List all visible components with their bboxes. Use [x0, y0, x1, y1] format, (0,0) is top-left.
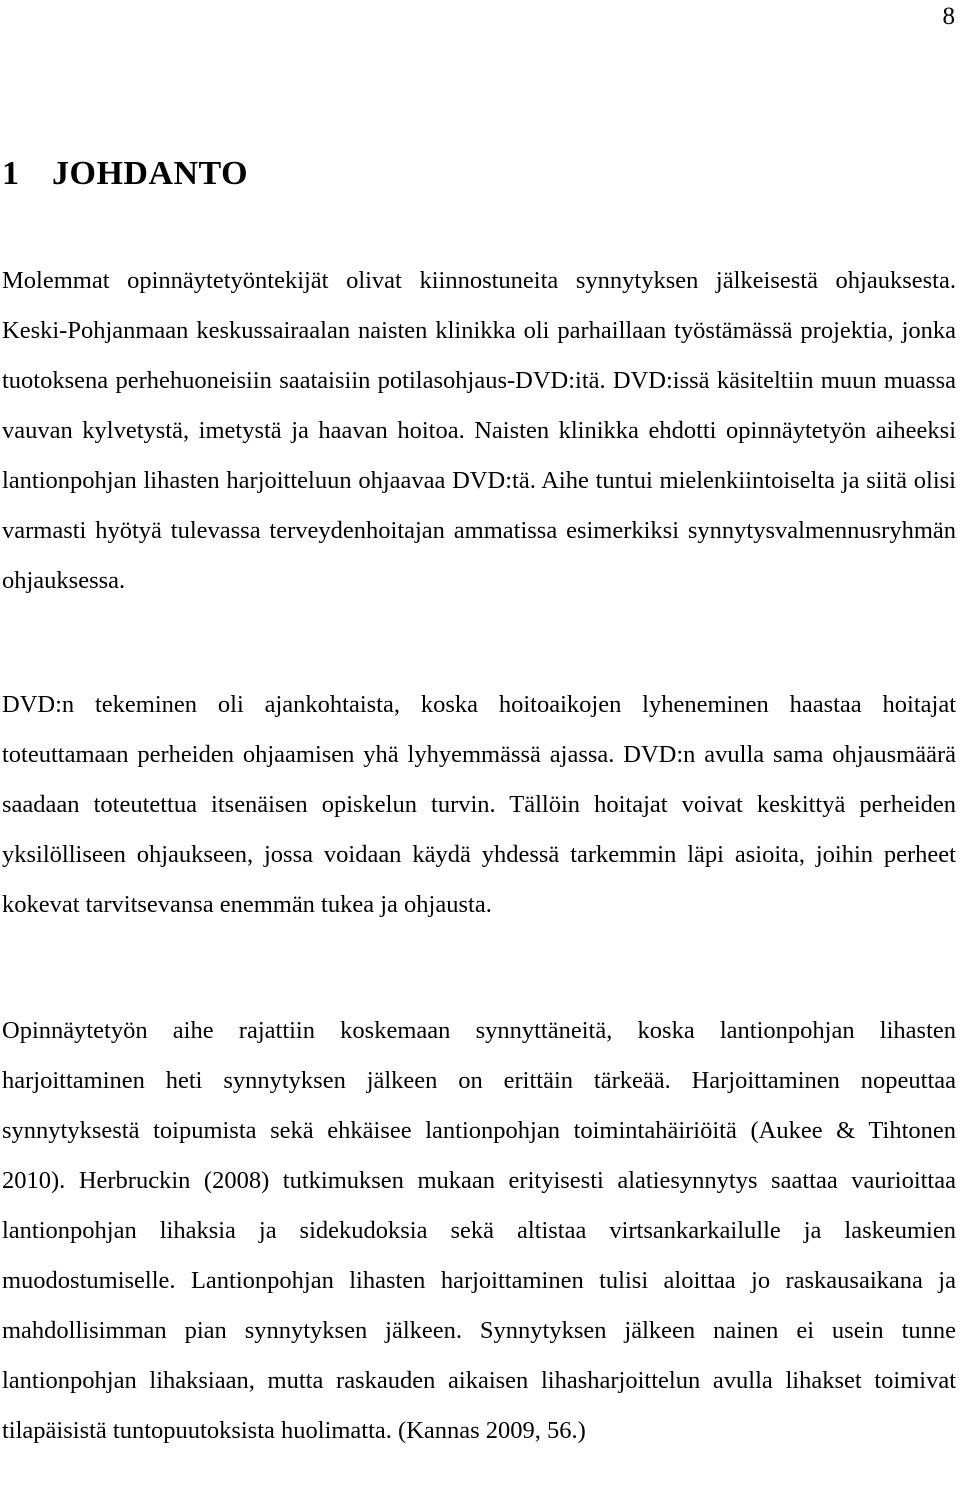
paragraph-topic-scope: Opinnäytetyön aihe rajattiin koskemaan synnyttäneitä, koska lantionpohjan lihasten harjoittaminen heti synnytyksen jälkeen on erittäin tärkeää. Harjoittaminen nopeuttaa synnytyksestä toipumista sekä ehkäisee lantionpohjan toimintahäiriöitä (Aukee & Tihtonen 2010). Herbruckin (2008) tutkimuksen mukaan erityisesti alatiesynnytys saattaa vaurioittaa lantionpohjan lihaksia ja sidekudoksia sekä altistaa virtsankarkailulle ja laskeumien muodostumiselle. Lantionpohjan lihasten harjoittaminen tulisi aloittaa jo raskausaikana ja mahdollisimman pian synnytyksen jälkeen. Synnytyksen jälkeen nainen ei usein tunne lantionpohjan lihaksiaan, mutta raskauden aikaisen lihasharjoittelun avulla lihakset toimivat tilapäisistä tuntopuutoksista huolimatta. (Kannas 2009, 56.) — [2, 1017, 956, 1444]
chapter-title: JOHDANTO — [52, 155, 249, 192]
paragraph-intro: Molemmat opinnäytetyöntekijät olivat kiinnostuneita synnytyksen jälkeisestä ohjauksesta. Keski-Pohjanmaan keskussairaalan naisten klinikka oli parhaillaan työstämässä projektia, jonka tuotoksena perhehuoneisiin saataisiin potilasohjaus-DVD:itä. DVD:issä käsiteltiin muun muassa vauvan kylvetystä, imetystä ja haavan hoitoa. Naisten klinikka ehdotti opinnäytetyön aiheeksi lantionpohjan lihasten harjoitteluun ohjaavaa DVD:tä. Aihe tuntui mielenkiintoiselta ja siitä olisi varmasti hyötyä tulevassa terveydenhoitajan ammatissa esimerkiksi synnytysvalmennusryhmän ohjauksessa. — [2, 267, 956, 594]
paragraph-dvd-relevance: DVD:n tekeminen oli ajankohtaista, koska hoitoaikojen lyheneminen haastaa hoitajat toteuttamaan perheiden ohjaamisen yhä lyhyemmässä ajassa. DVD:n avulla sama ohjausmäärä saadaan toteutettua itsenäisen opiskelun turvin. Tällöin hoitajat voivat keskittyä perheiden yksilölliseen ohjaukseen, jossa voidaan käydä yhdessä tarkemmin läpi asioita, joihin perheet kokevat tarvitsevansa enemmän tukea ja ohjausta. — [2, 691, 956, 918]
chapter-heading — [2, 154, 248, 194]
page-number: 8 — [942, 3, 955, 30]
chapter-number: 1 — [2, 155, 20, 192]
